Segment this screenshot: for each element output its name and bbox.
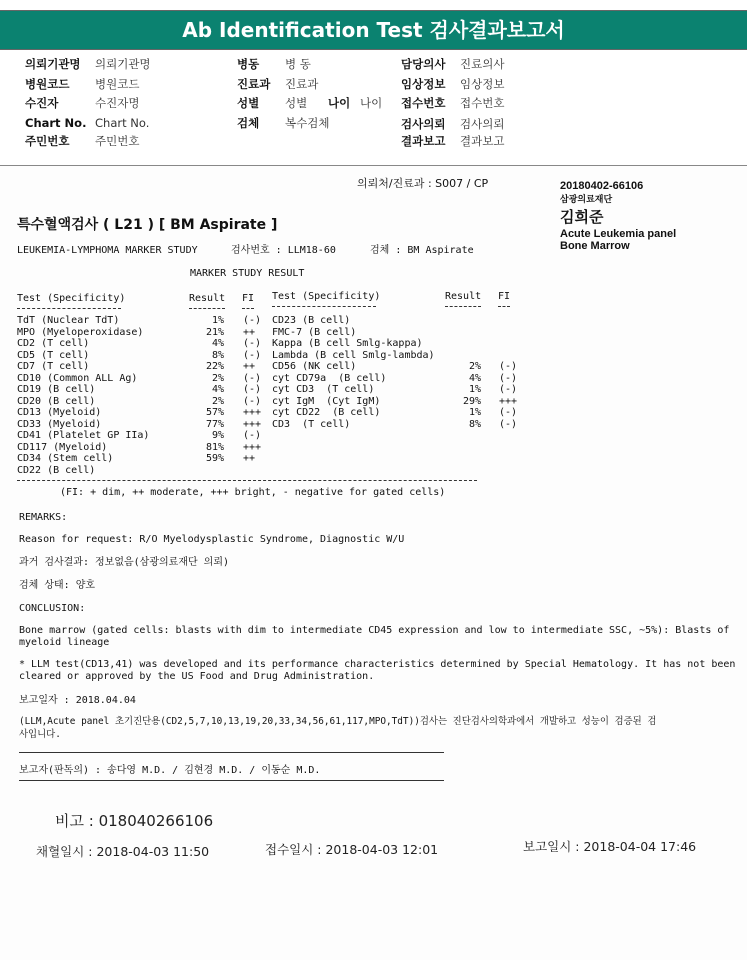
marker-result: 22%: [205, 361, 224, 372]
marker-result: 2%: [211, 395, 224, 407]
report-date: 보고일자 : 2018.04.04: [19, 695, 136, 706]
marker-test: CD56 (NK cell): [272, 361, 357, 372]
header-field-value: 성별: [285, 96, 308, 110]
marker-test: cyt IgM (Cyt IgM): [272, 395, 381, 407]
marker-result: 8%: [211, 349, 224, 361]
study-name: LEUKEMIA-LYMPHOMA MARKER STUDY: [17, 245, 198, 256]
conclusion-line-1: Bone marrow (gated cells: blasts with dim to intermediate CD45 expression and low to intermediate SSC, ~5%): Blasts of: [19, 625, 730, 636]
conclusion-label: CONCLUSION:: [19, 603, 86, 614]
header-underline: [242, 308, 254, 309]
marker-test: CD13 (Myeloid): [17, 407, 102, 418]
header-underline: [272, 306, 376, 307]
marker-fi: ++: [243, 326, 256, 338]
left-result-header: Result: [189, 293, 226, 304]
marker-result: 4%: [468, 372, 481, 384]
signature-rule: [19, 752, 444, 753]
marker-result: 4%: [211, 338, 224, 349]
marker-result: 77%: [205, 418, 224, 430]
header-field-value: 주민번호: [95, 134, 140, 148]
marker-fi: +++: [243, 441, 262, 453]
past-results: 과거 검사결과: 정보없음(삼광의료재단 의뢰): [19, 557, 230, 568]
left-test-header: Test (Specificity): [17, 293, 126, 304]
marker-test: CD41 (Platelet GP IIa): [17, 430, 150, 441]
header-field-label: 의뢰기관명: [25, 57, 81, 71]
marker-fi: (-): [243, 315, 262, 326]
marker-test: CD19 (B cell): [17, 384, 96, 395]
header-field-label: 검사의뢰: [401, 117, 446, 131]
specimen-sticker: [560, 176, 722, 252]
marker-fi: (-): [243, 338, 262, 349]
ldt-note-line-1: * LLM test(CD13,41) was developed and its performance characteristics determined by Special Hematology. It has not been: [19, 659, 736, 670]
marker-result: 1%: [468, 407, 481, 418]
header-field-value: 접수번호: [460, 96, 505, 110]
marker-result: 8%: [468, 418, 481, 430]
remark-label: 비고 :: [55, 812, 94, 830]
header-field-label: 검체: [237, 116, 260, 130]
age-label: 나이: [328, 96, 351, 110]
sticker-panel: Acute Leukemia panel: [560, 228, 677, 240]
header-field-label: 주민번호: [25, 134, 70, 148]
sticker-specimen: Bone Marrow: [560, 240, 630, 252]
report-value: 2018-04-04 17:46: [583, 839, 697, 854]
receipt-label: 접수일시 :: [265, 842, 322, 857]
marker-result: 4%: [211, 384, 224, 395]
receipt-value: 2018-04-03 12:01: [325, 842, 439, 857]
report-label: 보고일시 :: [523, 839, 580, 854]
header-underline: [17, 308, 121, 309]
marker-fi: +++: [499, 395, 518, 407]
header-field-value: 진료과: [285, 77, 319, 91]
marker-fi: (-): [499, 361, 518, 372]
remark-field: [55, 810, 213, 831]
marker-fi: +++: [243, 407, 262, 418]
header-field-label: 병원코드: [25, 77, 70, 91]
marker-test: CD3 (T cell): [272, 418, 351, 430]
marker-test: TdT (Nuclear TdT): [17, 315, 120, 326]
header-field-value: 병 동: [285, 57, 311, 71]
header-field-value: 임상정보: [460, 77, 505, 91]
marker-result: 2%: [468, 361, 481, 372]
marker-test: FMC-7 (B cell): [272, 326, 357, 338]
marker-fi: (-): [499, 407, 518, 418]
header-field-value: 결과보고: [460, 134, 505, 148]
marker-fi: ++: [243, 361, 256, 372]
header-field-label: 접수번호: [401, 96, 446, 110]
marker-test: Lambda (B cell Smlg-lambda): [272, 349, 435, 361]
marker-test: cyt CD3 (T cell): [272, 384, 375, 395]
sticker-name: 김희준: [560, 209, 604, 226]
header-underline: [498, 306, 510, 307]
header-field-label: 병동: [237, 57, 260, 71]
marker-test: CD22 (B cell): [17, 464, 96, 476]
right-fi-header: FI: [498, 291, 511, 302]
llm-note-line-1: (LLM,Acute panel 초기진단용(CD2,5,7,10,13,19,20,33,34,56,61,117,MPO,TdT))검사는 진단검사의학과에서 개발하고 성능이 검증된 검: [19, 716, 657, 727]
collection-time: [36, 842, 209, 860]
marker-fi: (-): [499, 384, 518, 395]
marker-fi: (-): [243, 430, 262, 441]
marker-fi: (-): [243, 349, 262, 361]
marker-result: 57%: [205, 407, 224, 418]
specimen-type: 검체 : BM Aspirate: [370, 245, 474, 256]
marker-result: 2%: [211, 372, 224, 384]
age-value: 나이: [360, 96, 383, 110]
marker-fi: (-): [243, 395, 262, 407]
marker-result: 1%: [468, 384, 481, 395]
marker-test: Kappa (B cell Smlg-kappa): [272, 338, 423, 349]
header-field-label: Chart No.: [25, 116, 87, 130]
sticker-id: 20180402-66106: [560, 180, 644, 192]
marker-test: CD117 (Myeloid): [17, 441, 108, 453]
marker-fi: +++: [243, 418, 262, 430]
marker-test: MPO (Myeloperoxidase): [17, 326, 144, 338]
header-field-value: 병원코드: [95, 77, 140, 91]
ldt-note-line-2: cleared or approved by the US Food and Drug Administration.: [19, 671, 375, 682]
header-field-value: 복수검체: [285, 116, 330, 130]
right-test-header: Test (Specificity): [272, 291, 381, 302]
marker-fi: ++: [243, 453, 256, 464]
header-field-label: 성별: [237, 96, 260, 110]
receipt-time: [265, 840, 438, 858]
fi-legend: (FI: + dim, ++ moderate, +++ bright, - negative for gated cells): [60, 487, 446, 498]
reason-text: Reason for request: R/O Myelodysplastic Syndrome, Diagnostic W/U: [19, 534, 405, 545]
header-field-value: Chart No.: [95, 116, 150, 130]
sticker-org: 삼광의료재단: [560, 194, 613, 204]
reporter-names: 보고자(판독의) : 송다영 M.D. / 김현경 M.D. / 이동순 M.D.: [19, 765, 321, 776]
right-result-header: Result: [445, 291, 482, 302]
marker-test: CD10 (Common ALL Ag): [17, 372, 138, 384]
header-field-label: 수진자: [25, 96, 59, 110]
marker-result: 9%: [211, 430, 224, 441]
specimen-condition: 검체 상태: 양호: [19, 580, 96, 591]
marker-test: CD20 (B cell): [17, 395, 96, 407]
marker-test: CD23 (B cell): [272, 315, 351, 326]
marker-test: CD2 (T cell): [17, 338, 90, 349]
marker-result: 29%: [462, 395, 481, 407]
report-time: [523, 837, 696, 855]
marker-test: CD7 (T cell): [17, 361, 90, 372]
header-field-label: 임상정보: [401, 77, 446, 91]
report-title: Ab Identification Test 검사결과보고서: [0, 10, 747, 50]
exam-title: 특수혈액검사 ( L21 ) [ BM Aspirate ]: [17, 217, 278, 233]
marker-fi: (-): [499, 418, 518, 430]
marker-result: 81%: [205, 441, 224, 453]
remarks-label: REMARKS:: [19, 512, 68, 523]
marker-test: CD5 (T cell): [17, 349, 90, 361]
header-field-label: 담당의사: [401, 57, 446, 71]
marker-test: cyt CD22 (B cell): [272, 407, 381, 418]
marker-fi: (-): [243, 372, 262, 384]
header-underline: [189, 308, 225, 309]
marker-fi: (-): [499, 372, 518, 384]
left-fi-header: FI: [242, 293, 255, 304]
header-field-value: 수진자명: [95, 96, 140, 110]
header-field-value: 의뢰기관명: [95, 57, 151, 71]
marker-result: 21%: [205, 326, 224, 338]
marker-test: CD33 (Myeloid): [17, 418, 102, 430]
referral-info: 의뢰처/진료과 : S007 / CP: [357, 177, 489, 190]
table-bottom-rule: [17, 480, 477, 481]
signature-rule: [19, 780, 444, 781]
header-field-value: 검사의뢰: [460, 117, 505, 131]
exam-number: 검사번호 : LLM18-60: [231, 245, 336, 256]
llm-note-line-2: 사입니다.: [19, 729, 61, 740]
marker-test: CD34 (Stem cell): [17, 453, 114, 464]
conclusion-line-2: myeloid lineage: [19, 637, 110, 648]
marker-fi: (-): [243, 384, 262, 395]
header-field-label: 결과보고: [401, 134, 446, 148]
collection-value: 2018-04-03 11:50: [96, 844, 210, 859]
marker-result: 59%: [205, 453, 224, 464]
marker-test: cyt CD79a (B cell): [272, 372, 387, 384]
header-field-value: 진료의사: [460, 57, 505, 71]
header-field-label: 진료과: [237, 77, 271, 91]
collection-label: 채혈일시 :: [36, 844, 93, 859]
remark-value: 018040266106: [98, 812, 214, 830]
marker-result: 1%: [211, 315, 224, 326]
result-title: MARKER STUDY RESULT: [190, 268, 305, 279]
header-underline: [445, 306, 481, 307]
